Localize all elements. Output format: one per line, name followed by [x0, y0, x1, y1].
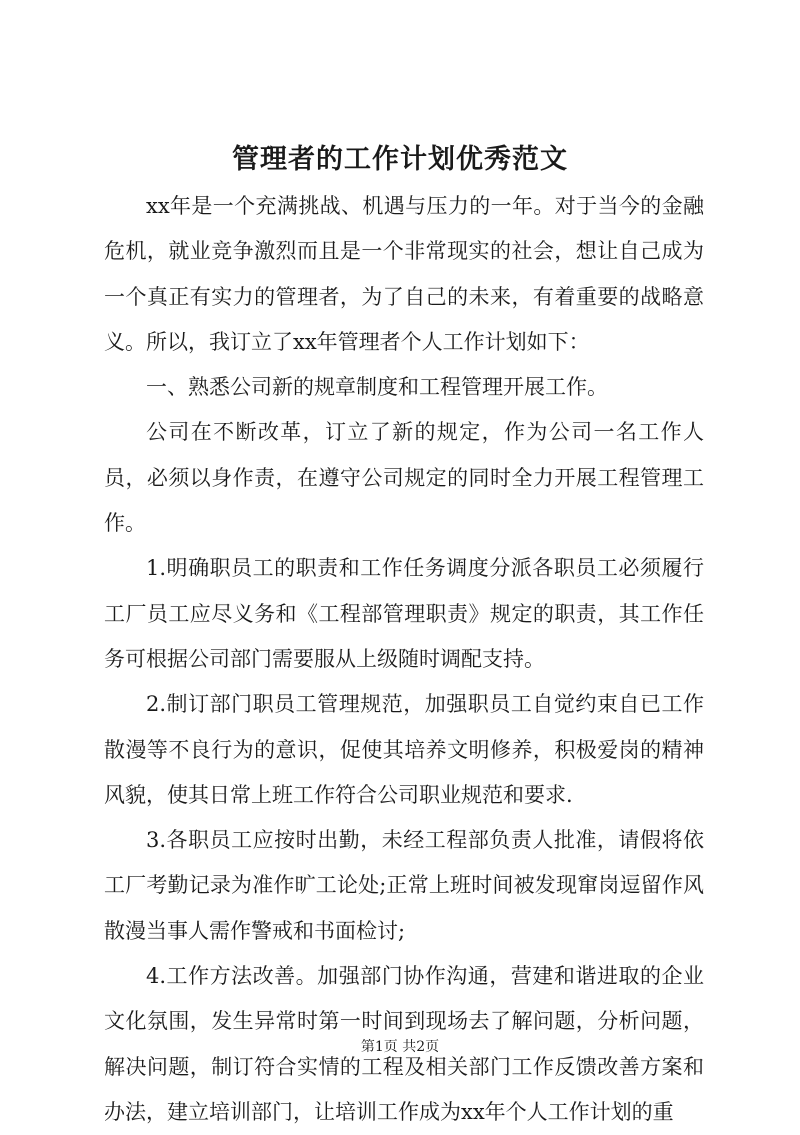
list-item-3: 3.各职员工应按时出勤，未经工程部负责人批准，请假将依工厂考勤记录为准作旷工论处;正常上班时间被发现窜岗逗留作风散漫当事人需作警戒和书面检讨; — [104, 828, 704, 943]
section-heading-1: 一、熟悉公司新的规章制度和工程管理开展工作。 — [146, 375, 608, 400]
list-item-4: 4.工作方法改善。加强部门协作沟通，营建和谐进取的企业文化氛围，发生异常时第一时间到现场去了解问题，分析问题，解决问题，制订符合实情的工程及相关部门工作反馈改善方案和办法，建立培训部门，让培训工作成为xx年个人工作计划的重 — [104, 964, 704, 1124]
document-title: 管理者的工作计划优秀范文 — [232, 144, 568, 175]
paragraph-intro: xx年是一个充满挑战、机遇与压力的一年。对于当今的金融危机，就业竞争激烈而且是一个非常现实的社会，想让自己成为一个真正有实力的管理者，为了自己的未来，有着重要的战略意义。所以，我订立了xx年管理者个人工作计划如下： — [104, 194, 704, 354]
list-item-1: 1.明确职员工的职责和工作任务调度分派各职员工必须履行工厂员工应尽义务和《工程部管理职责》规定的职责，其工作任务可根据公司部门需要服从上级随时调配支持。 — [104, 556, 704, 671]
list-item-2: 2.制订部门职员工管理规范，加强职员工自觉约束自已工作散漫等不良行为的意识，促使其培养文明修养，积极爱岗的精神风貌，使其日常上班工作符合公司职业规范和要求. — [104, 692, 704, 807]
paragraph-company-reform: 公司在不断改革，订立了新的规定，作为公司一名工作人员，必须以身作责，在遵守公司规定的同时全力开展工程管理工作。 — [104, 420, 704, 536]
document-body — [104, 184, 704, 1135]
page-number-footer: 第1页 共2页 — [360, 1039, 440, 1055]
